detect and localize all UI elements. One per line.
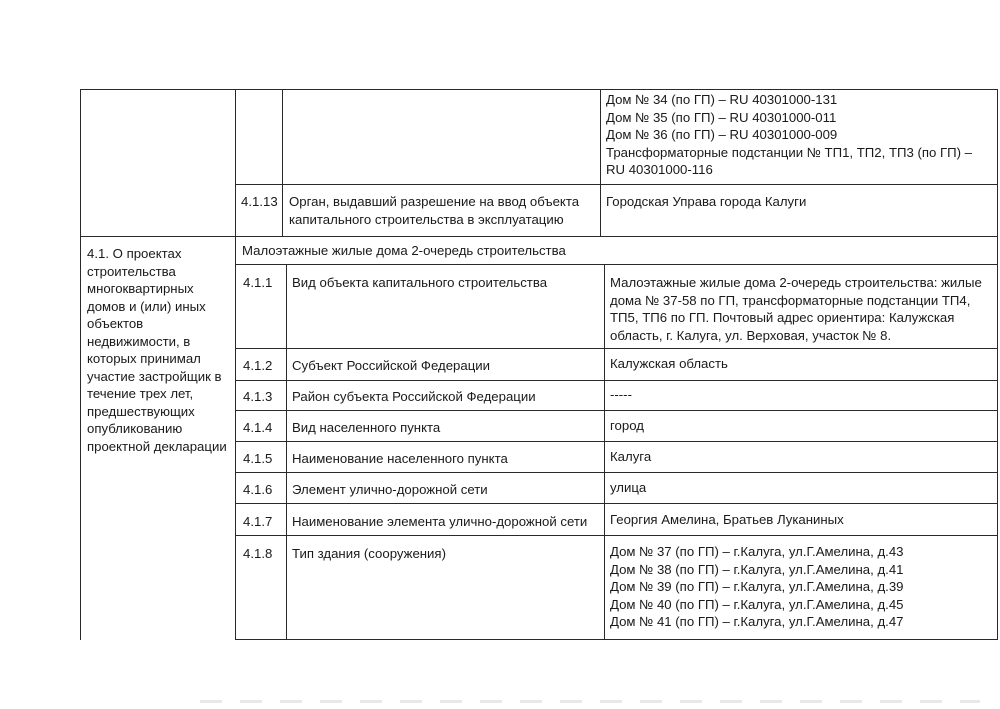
row-divider <box>235 184 998 185</box>
row-label: Район субъекта Российской Федерации <box>292 389 536 404</box>
row-divider <box>235 472 998 473</box>
row-value: Георгия Амелина, Братьев Луканиных <box>610 512 844 527</box>
row-value: Малоэтажные жилые дома 2-очередь строительства: жилые дома № 37-58 по ГП, трансформаторные подстанции ТП4, ТП5, ТП6 по ГП. Почтовый адрес ориентира: Калужская область, г. Калуга, ул. Верховая, участок № 8. <box>610 275 982 343</box>
row-value: улица <box>610 480 647 495</box>
row-label: Вид объекта капитального строительства <box>292 275 548 290</box>
row-divider <box>235 535 998 536</box>
row-label: Субъект Российской Федерации <box>292 358 490 373</box>
section-subheader: Малоэтажные жилые дома 2-очередь строительства <box>242 243 566 258</box>
row-number: 4.1.4 <box>243 420 273 435</box>
row-label: Наименование элемента улично-дорожной сети <box>292 514 588 529</box>
scan-edge-artifact <box>200 700 980 703</box>
row-number: 4.1.5 <box>243 451 273 466</box>
row-number: 4.1.3 <box>243 389 273 404</box>
num-col-divider <box>286 264 287 640</box>
row-value: Калуга <box>610 449 652 464</box>
row-label: Элемент улично-дорожной сети <box>292 482 488 497</box>
table-right-border <box>997 89 998 640</box>
row-divider <box>235 380 998 381</box>
row-value: Городская Управа города Калуги <box>606 194 807 209</box>
row-number: 4.1.6 <box>243 482 273 497</box>
row-number: 4.1.2 <box>243 358 273 373</box>
row-number: 4.1.1 <box>243 275 273 290</box>
row-divider <box>235 410 998 411</box>
label-col-divider <box>604 264 605 640</box>
num-col-divider <box>282 89 283 237</box>
row-number: 4.1.7 <box>243 514 273 529</box>
row-label: Вид населенного пункта <box>292 420 441 435</box>
table-bottom-border <box>235 639 998 640</box>
row-divider <box>235 503 998 504</box>
row-number: 4.1.13 <box>241 194 278 209</box>
row-divider <box>235 264 998 265</box>
row-value: ----- <box>610 387 632 402</box>
permits-value: Дом № 34 (по ГП) – RU 40301000-131 Дом № 35 (по ГП) – RU 40301000-011 Дом № 36 (по ГП) – RU 40301000-009 Трансформаторные подстанции № ТП1, ТП2, ТП3 (по ГП) – RU 40301000-116 <box>606 92 973 177</box>
row-divider <box>235 348 998 349</box>
row-value: Калужская область <box>610 356 728 371</box>
row-label: Орган, выдавший разрешение на ввод объекта капитального строительства в эксплуатацию <box>289 194 580 227</box>
row-label: Тип здания (сооружения) <box>292 546 446 561</box>
row-divider <box>235 441 998 442</box>
section-col-divider <box>235 89 236 640</box>
row-number: 4.1.8 <box>243 546 273 561</box>
table-left-border <box>80 89 81 640</box>
row-value: Дом № 37 (по ГП) – г.Калуга, ул.Г.Амелина, д.43 Дом № 38 (по ГП) – г.Калуга, ул.Г.Амелина, д.41 Дом № 39 (по ГП) – г.Калуга, ул.Г.Амелина, д.39 Дом № 40 (по ГП) – г.Калуга, ул.Г.Амелина, д.45 Дом № 41 (по ГП) – г.Калуга, ул.Г.Амелина, д.47 <box>610 544 904 629</box>
row-label: Наименование населенного пункта <box>292 451 508 466</box>
label-col-divider <box>600 89 601 237</box>
section-label: 4.1. О проектах строительства многоквартирных домов и (или) иных объектов недвижимости, в которых принимал участие застройщик в течение трех лет, предшествующих опубликованию проектной декларации <box>87 246 227 454</box>
row-value: город <box>610 418 644 433</box>
section-top-border <box>80 236 998 237</box>
